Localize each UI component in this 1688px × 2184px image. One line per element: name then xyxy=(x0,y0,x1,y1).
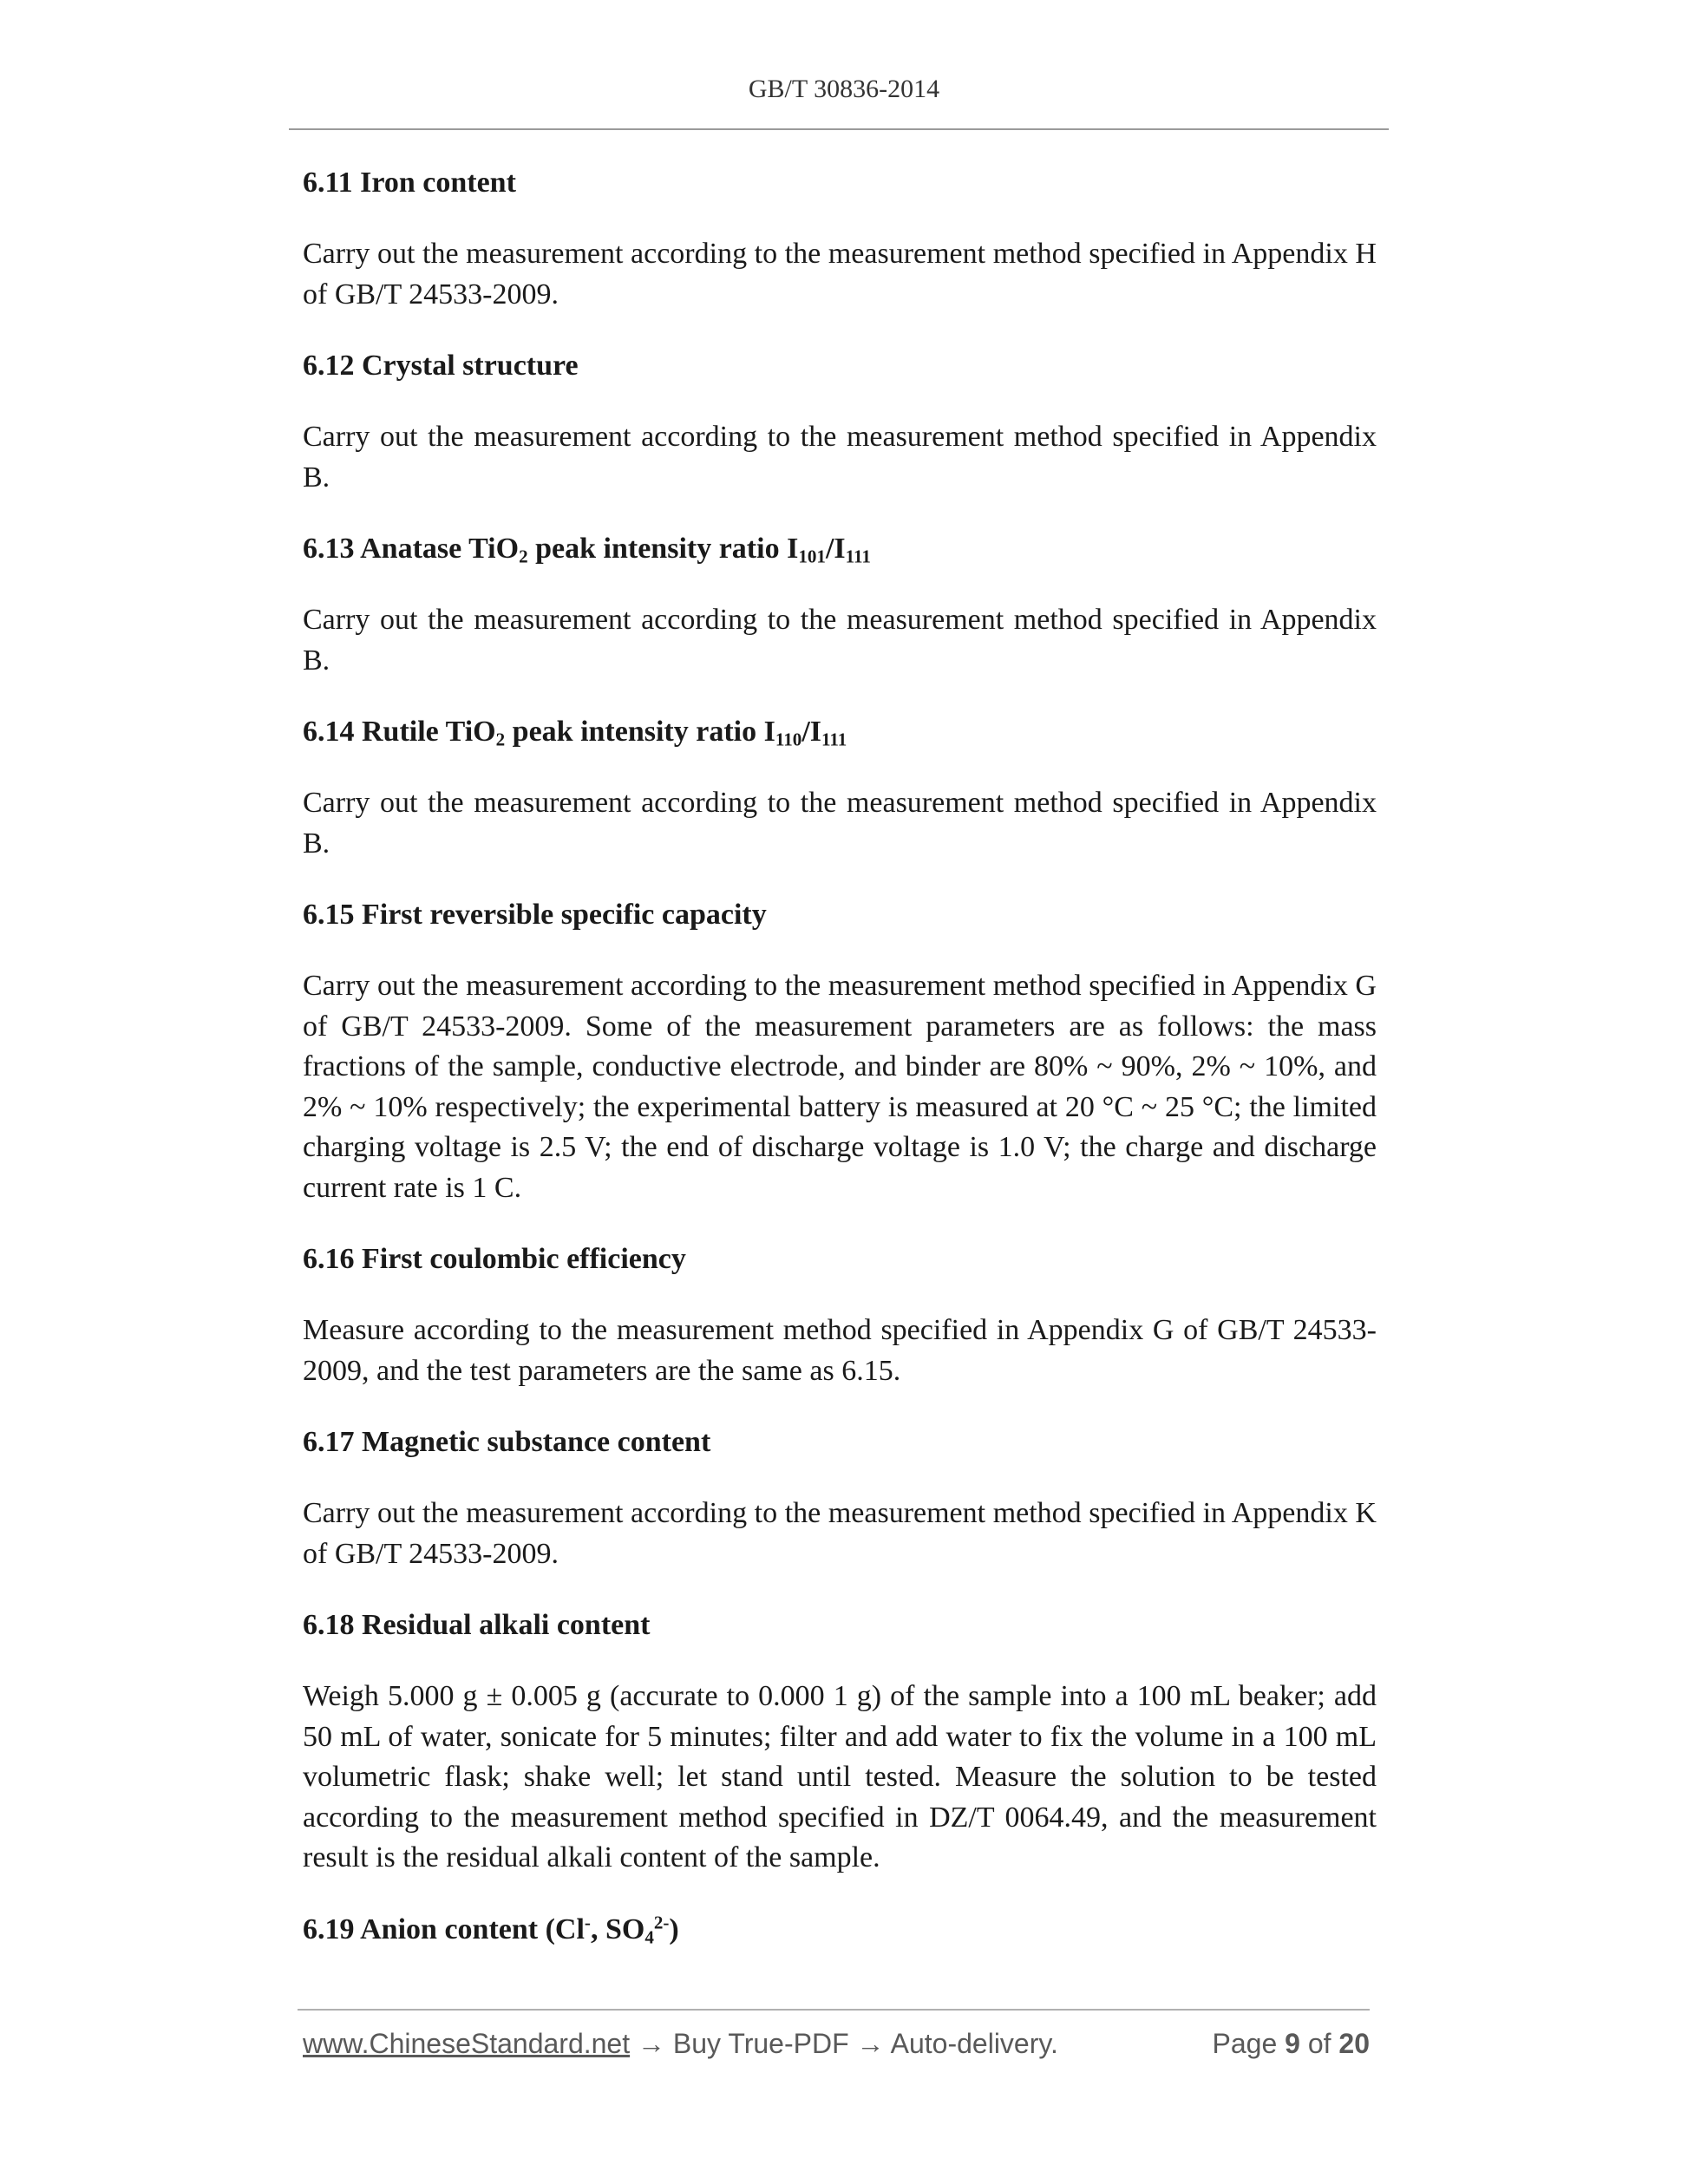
section-title-prefix: Rutile TiO xyxy=(362,716,496,748)
section-title: First reversible specific capacity xyxy=(362,899,767,931)
section-heading-6-13 xyxy=(303,529,1377,569)
subscript: 110 xyxy=(775,729,802,750)
section-heading-6-11 xyxy=(303,163,1377,203)
subscript: 111 xyxy=(845,546,871,567)
section-body-6-11: Carry out the measurement according to the measurement method specified in Appendix H of GB/T 24533-2009. xyxy=(303,238,1377,311)
footer-promo-text: → Buy True-PDF → Auto-delivery. xyxy=(630,2028,1058,2059)
section-body-6-17: Carry out the measurement according to the measurement method specified in Appendix K of GB/T 24533-2009. xyxy=(303,1497,1377,1570)
section-body-6-13: Carry out the measurement according to the measurement method specified in Appendix B. xyxy=(303,604,1377,677)
section-title: Iron content xyxy=(360,167,516,199)
section-heading-6-18 xyxy=(303,1605,1377,1645)
superscript: - xyxy=(584,1911,591,1932)
section-title: Residual alkali content xyxy=(362,1609,651,1641)
section-number: 6.14 xyxy=(303,716,355,748)
section-title-prefix: Anion content (Cl xyxy=(360,1913,585,1945)
section-number: 6.13 xyxy=(303,533,355,565)
page-indicator xyxy=(1213,2028,1370,2060)
section-title-mid: peak intensity ratio I xyxy=(505,716,775,748)
section-title-slash: /I xyxy=(825,533,846,565)
section-number: 6.12 xyxy=(303,350,355,382)
section-heading-6-17 xyxy=(303,1422,1377,1462)
section-title-prefix: Anatase TiO xyxy=(360,533,520,565)
subscript: 2 xyxy=(519,546,528,567)
section-heading-6-15 xyxy=(303,895,1377,935)
section-title: Crystal structure xyxy=(362,350,579,382)
section-heading-6-19 xyxy=(303,1910,1377,1950)
section-title-mid: peak intensity ratio I xyxy=(527,533,799,565)
subscript: 111 xyxy=(821,729,847,750)
page-footer xyxy=(303,2028,1370,2060)
of-word: of xyxy=(1307,2028,1331,2059)
section-body-6-14: Carry out the measurement according to the measurement method specified in Appendix B. xyxy=(303,787,1377,860)
superscript: 2- xyxy=(653,1911,670,1932)
section-title: Magnetic substance content xyxy=(362,1426,711,1458)
subscript: 2 xyxy=(495,729,506,750)
section-heading-6-12 xyxy=(303,346,1377,386)
section-body-6-18: Weigh 5.000 g ± 0.005 g (accurate to 0.000 1 g) of the sample into a 100 mL beaker; add 50 mL of water, sonicate for 5 minutes; filter and add water to fix the volume in a 100 mL volumetric flask; shake well; let stand until tested. Measure the solution to be tested according to the measurement method specified in DZ/T 0064.49, and the measurement result is the residual alkali content of the sample. xyxy=(303,1680,1377,1873)
section-title-mid: , SO xyxy=(590,1913,645,1945)
section-number: 6.16 xyxy=(303,1243,355,1275)
section-body-6-16: Measure according to the measurement method specified in Appendix G of GB/T 24533-2009, and the test parameters are the same as 6.15. xyxy=(303,1314,1377,1387)
section-number: 6.15 xyxy=(303,899,355,931)
page-word: Page xyxy=(1212,2028,1278,2059)
total-page-number: 20 xyxy=(1338,2028,1370,2059)
section-title-end: ) xyxy=(669,1913,679,1945)
section-title: First coulombic efficiency xyxy=(362,1243,686,1275)
document-content xyxy=(303,163,1377,1981)
section-heading-6-16 xyxy=(303,1239,1377,1279)
section-number: 6.17 xyxy=(303,1426,355,1458)
section-body-6-12: Carry out the measurement according to the measurement method specified in Appendix B. xyxy=(303,421,1377,494)
section-body-6-15: Carry out the measurement according to the measurement method specified in Appendix G of GB/T 24533-2009. Some of the measurement parameters are as follows: the mass fractions of the sample, conductive electrode, and binder are 80% ~ 90%, 2% ~ 10%, and 2% ~ 10% respectively; the experimental battery is measured at 20 °C ~ 25 °C; the limited charging voltage is 2.5 V; the end of discharge voltage is 1.0 V; the charge and discharge current rate is 1 C. xyxy=(303,970,1377,1204)
section-number: 6.19 xyxy=(303,1913,355,1945)
section-number: 6.11 xyxy=(303,167,353,199)
document-code-header: GB/T 30836-2014 xyxy=(748,75,940,103)
current-page-number: 9 xyxy=(1285,2028,1300,2059)
site-link[interactable]: www.ChineseStandard.net xyxy=(303,2028,631,2059)
subscript: 4 xyxy=(644,1926,654,1947)
section-heading-6-14 xyxy=(303,712,1377,752)
section-title-slash: /I xyxy=(801,716,822,748)
subscript: 101 xyxy=(798,546,826,567)
footer-divider xyxy=(298,2009,1370,2011)
section-number: 6.18 xyxy=(303,1609,355,1641)
header-divider xyxy=(289,128,1389,130)
